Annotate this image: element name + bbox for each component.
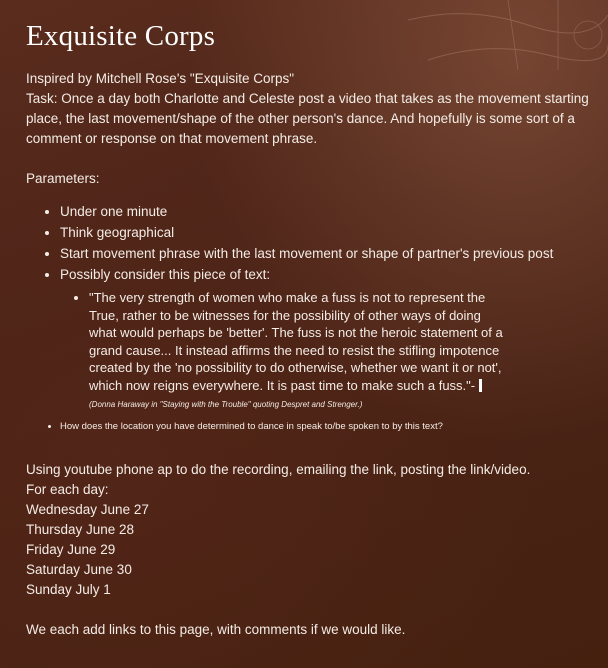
parameters-label: Parameters: (26, 171, 100, 186)
day-item: Thursday June 28 (26, 521, 135, 537)
list-item: • Start movement phrase with the last movement or shape of partner's previous post (60, 243, 596, 264)
for-each-day-label: For each day: (26, 481, 109, 497)
quote-text: "The very strength of women who make a fuss is not to represent the True, rather to be witnesses for the possibility of other ways of doing what would perhaps be 'better'. The fuss is not the heroic statement of a grand cause... It instead affirms the need to resist the stifling impotence created by the 'no possibility to do otherwise, whether we want it or not', which now reigns everywhere. It is past time to make such a fuss."- (89, 290, 503, 393)
location-question: • How does the location you have determined to dance in speak to/be spoken to by this text? (60, 420, 596, 434)
quote-text-block (89, 289, 509, 414)
list-item (60, 264, 596, 414)
list-item: • Under one minute (60, 201, 596, 222)
days-list (26, 500, 596, 600)
quote-list (60, 289, 596, 414)
recording-note: Using youtube phone ap to do the recording, emailing the link, posting the link/video. (26, 461, 531, 477)
list-item-label: Possibly consider this piece of text: (60, 267, 271, 282)
quote-item (89, 289, 596, 414)
day-item: Wednesday June 27 (26, 501, 149, 517)
page-content (26, 20, 596, 640)
day-item: Saturday June 30 (26, 561, 132, 577)
list-item: • Think geographical (60, 222, 596, 243)
intro-line: Inspired by Mitchell Rose's "Exquisite Corps" (26, 71, 295, 86)
page-title: Exquisite Corps (26, 20, 216, 52)
task-description: Task: Once a day both Charlotte and Celeste post a video that takes as the movement starting place, the last movement/shape of the other person's dance. And hopefully is some sort of a comment or response on that movement phrase. (26, 91, 589, 146)
day-item: Sunday July 1 (26, 581, 111, 597)
day-item: Friday June 29 (26, 541, 116, 557)
parameters-list (26, 201, 596, 434)
quote-citation: (Donna Haraway in "Staying with the Trouble" quoting Despret and Strenger.) (89, 400, 363, 409)
text-cursor-icon (479, 379, 482, 392)
closing-note: We each add links to this page, with comments if we would like. (26, 621, 406, 637)
